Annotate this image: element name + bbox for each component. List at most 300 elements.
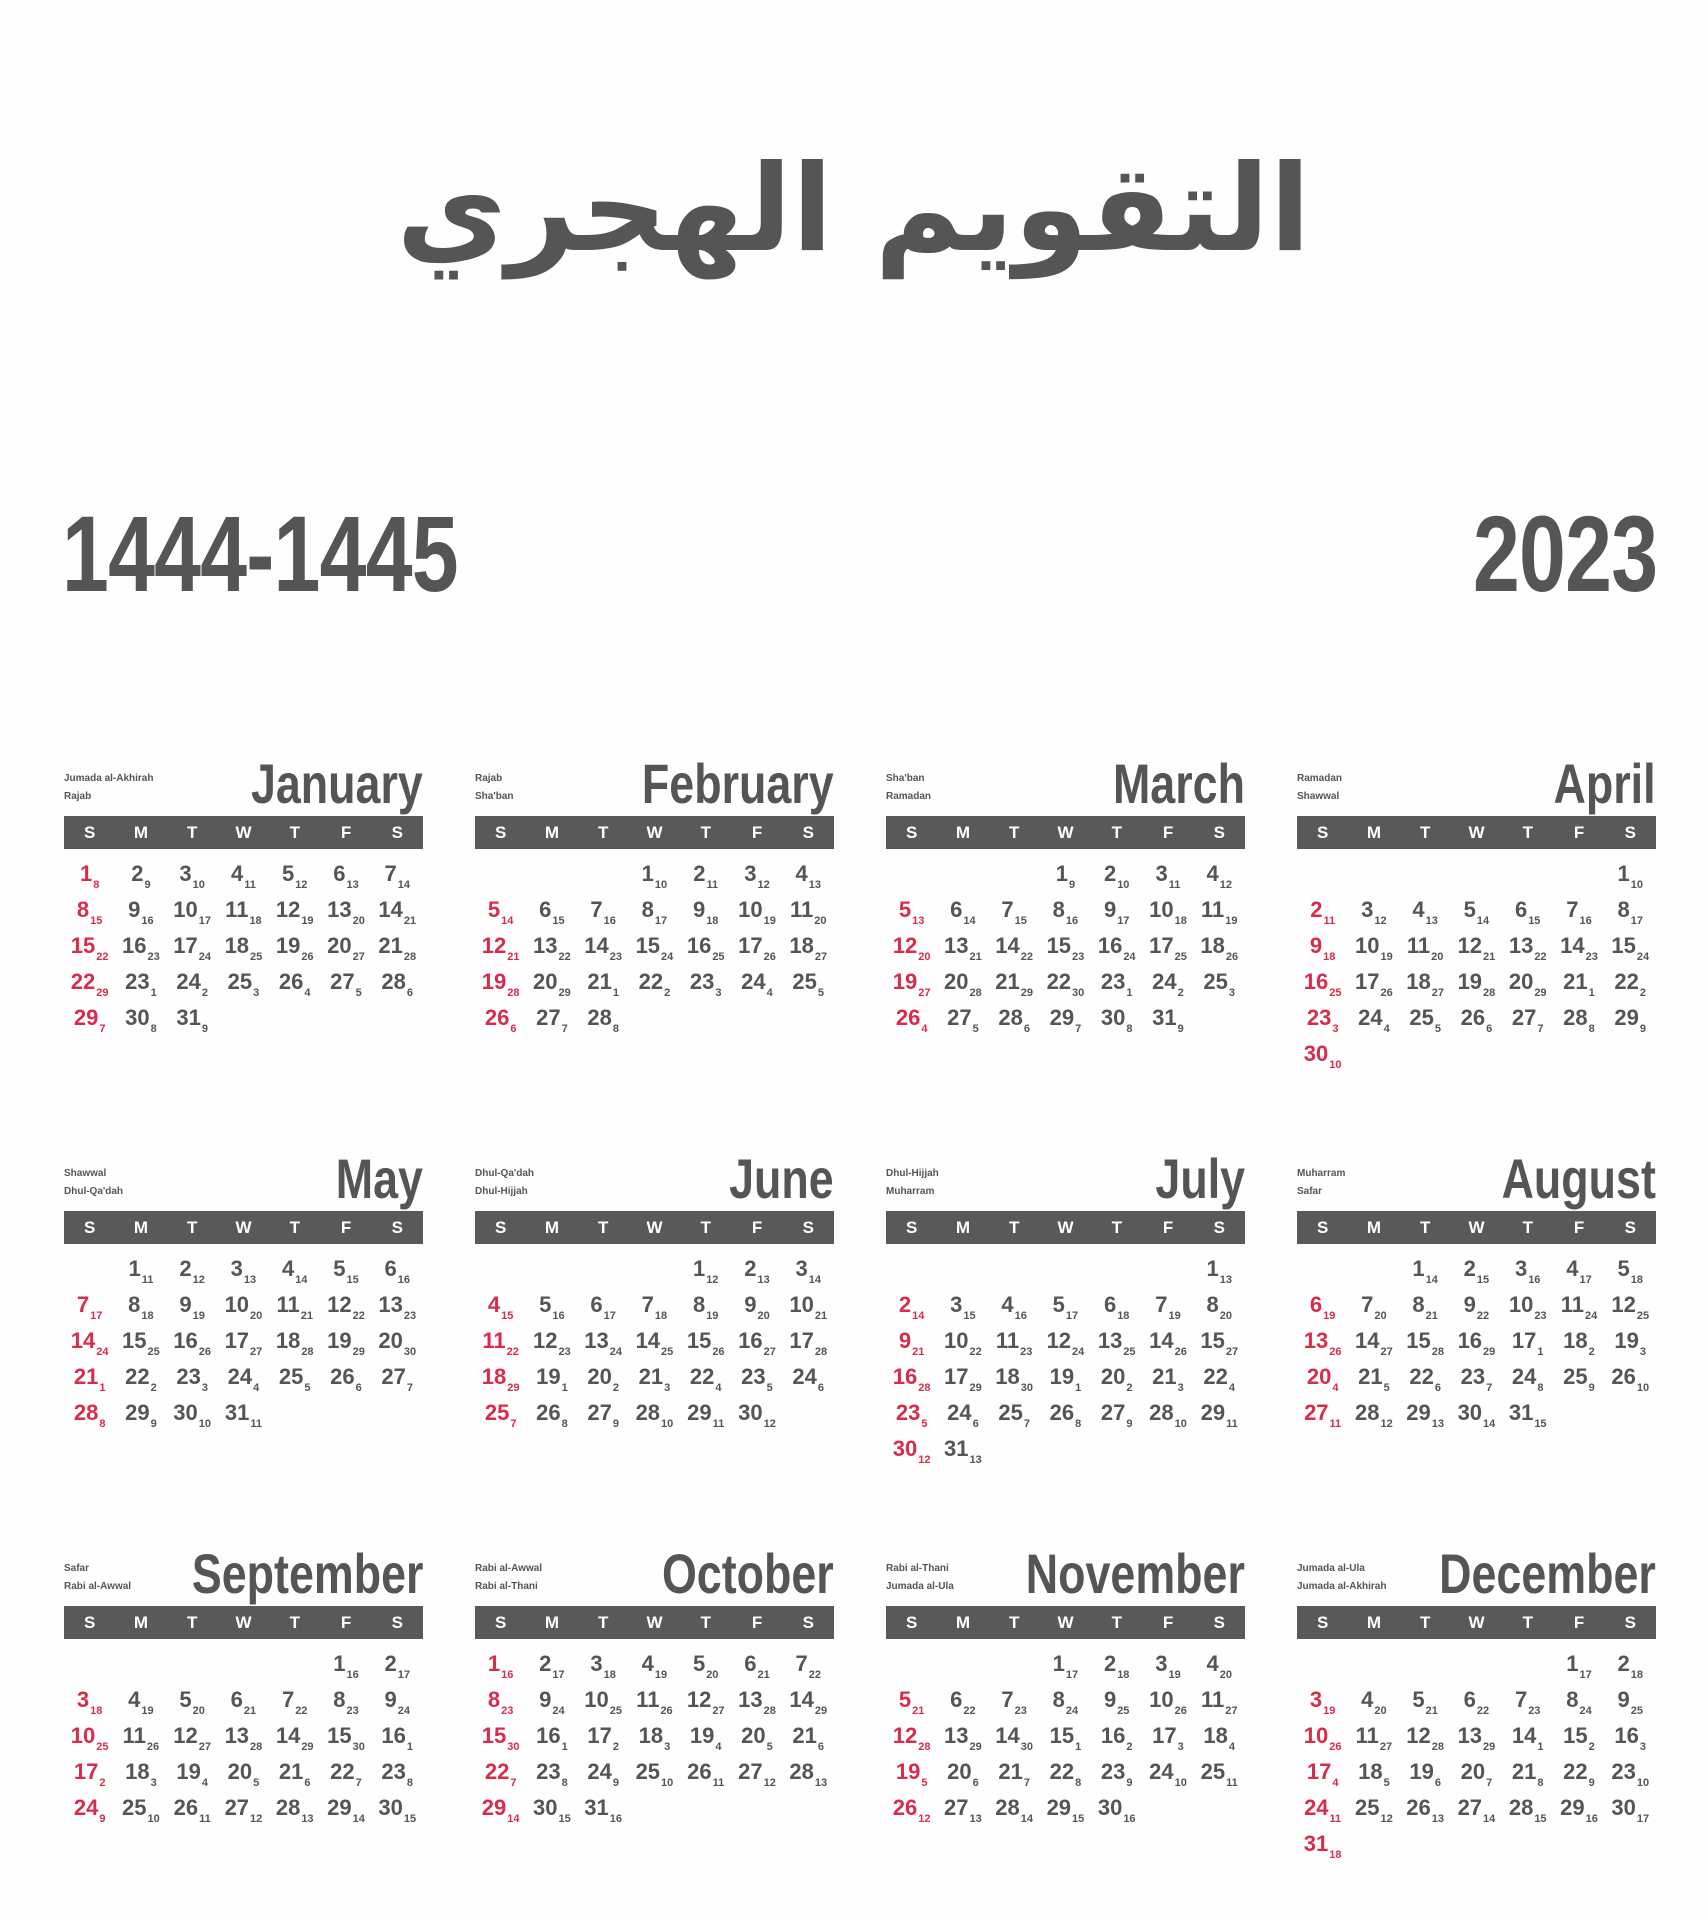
- gregorian-day: 11: [225, 897, 249, 922]
- hijri-day: 2: [1177, 987, 1184, 999]
- day-cell: [372, 896, 423, 932]
- day-cell: [1451, 968, 1502, 1004]
- calendar-title-arabic: التقويم الهجري: [396, 140, 1311, 279]
- gregorian-day: 8: [333, 1687, 346, 1712]
- day-cell: [886, 1435, 937, 1471]
- gregorian-day: 23: [536, 1759, 561, 1784]
- day-cell: [475, 1794, 526, 1830]
- day-cell: [475, 1004, 526, 1040]
- hijri-month-name: Ramadan: [1297, 773, 1343, 784]
- day-cell: [1040, 1291, 1091, 1327]
- gregorian-day: 14: [1560, 933, 1585, 958]
- gregorian-day: 19: [275, 933, 301, 958]
- day-cell: [1142, 1686, 1193, 1722]
- gregorian-day: 19: [1409, 1759, 1434, 1784]
- weekday-label: W: [235, 1218, 252, 1237]
- hijri-day: 20: [250, 1310, 263, 1322]
- hijri-day: 5: [972, 1023, 979, 1035]
- hijri-day: 22: [96, 951, 109, 963]
- week-row: [475, 1722, 834, 1758]
- day-cell: [1142, 932, 1193, 968]
- day-cell: [1142, 1722, 1193, 1758]
- gregorian-day: 18: [1406, 969, 1431, 994]
- hijri-day: 8: [1126, 1023, 1133, 1035]
- hijri-day: 23: [1585, 951, 1598, 963]
- hijri-day: 29: [558, 987, 571, 999]
- gregorian-day: 25: [1563, 1364, 1588, 1389]
- day-cell: [680, 1327, 731, 1363]
- week-row: [64, 896, 423, 932]
- hijri-month-name: Muharram: [886, 1186, 935, 1197]
- gregorian-day: 20: [587, 1364, 612, 1389]
- hijri-day: 2: [150, 1382, 157, 1394]
- gregorian-day: 16: [173, 1328, 198, 1353]
- day-cell: [1348, 1040, 1399, 1076]
- hijri-day: 1: [150, 987, 157, 999]
- weekday-label: T: [598, 1613, 609, 1632]
- day-cell: [1091, 1004, 1142, 1040]
- hijri-day: 14: [352, 1813, 365, 1825]
- gregorian-day: 10: [1303, 1723, 1329, 1748]
- gregorian-day: 19: [892, 969, 918, 994]
- hijri-day: 1: [561, 1741, 568, 1753]
- gregorian-day: 12: [481, 933, 507, 958]
- weekday-label: S: [1624, 823, 1636, 842]
- hijri-day: 13: [912, 915, 925, 927]
- day-cell: [886, 1291, 937, 1327]
- hijri-day: 27: [712, 1705, 725, 1717]
- hijri-day: 20: [1431, 951, 1444, 963]
- day-cell: [1297, 1040, 1348, 1076]
- hijri-day: 10: [654, 879, 668, 891]
- day-grid: [1297, 1255, 1656, 1435]
- gregorian-day: 26: [278, 969, 304, 994]
- month-name: December: [1439, 1542, 1656, 1605]
- hijri-day: 14: [808, 1274, 821, 1286]
- day-cell: [886, 1722, 937, 1758]
- gregorian-day: 19: [481, 969, 507, 994]
- day-cell: [1040, 1399, 1091, 1435]
- hijri-day: 11: [1329, 1813, 1342, 1825]
- gregorian-day: 9: [128, 897, 141, 922]
- hijri-day: 19: [654, 1669, 668, 1681]
- hijri-month-name: Shawwal: [1297, 791, 1340, 802]
- day-cell: [218, 1650, 269, 1686]
- hijri-day: 2: [201, 987, 208, 999]
- gregorian-day: 23: [741, 1364, 766, 1389]
- gregorian-day: 7: [1361, 1292, 1374, 1317]
- hijri-day: 10: [661, 1418, 674, 1430]
- day-cell: [1194, 1004, 1245, 1040]
- hijri-day: 1: [99, 1382, 106, 1394]
- gregorian-day: 17: [1306, 1759, 1332, 1784]
- hijri-day: 27: [250, 1346, 263, 1358]
- hijri-day: 2: [1126, 1741, 1133, 1753]
- gregorian-day: 6: [950, 897, 963, 922]
- day-cell: [526, 1291, 577, 1327]
- weekday-label: S: [1316, 1613, 1329, 1632]
- day-cell: [886, 1650, 937, 1686]
- gregorian-day: 23: [689, 969, 715, 994]
- gregorian-day: 31: [224, 1400, 250, 1425]
- gregorian-day: 16: [686, 933, 712, 958]
- day-cell: [1040, 968, 1091, 1004]
- day-cell: [1348, 1830, 1399, 1866]
- hijri-day: 18: [603, 1669, 616, 1681]
- day-cell: [1502, 1830, 1553, 1866]
- gregorian-day: 1: [1206, 1256, 1219, 1281]
- gregorian-day: 12: [892, 1723, 918, 1748]
- day-cell: [783, 1004, 834, 1040]
- day-cell: [578, 1650, 629, 1686]
- hijri-month-name: Dhul-Qa'dah: [475, 1168, 535, 1179]
- gregorian-day: 27: [536, 1005, 561, 1030]
- hijri-month-name: Rajab: [64, 791, 92, 802]
- day-cell: [1297, 1722, 1348, 1758]
- day-cell: [526, 860, 577, 896]
- day-cell: [937, 1327, 988, 1363]
- gregorian-day: 23: [1100, 1759, 1126, 1784]
- hijri-day: 15: [1072, 1813, 1085, 1825]
- gregorian-day: 8: [641, 897, 654, 922]
- hijri-day: 17: [1579, 1274, 1592, 1286]
- weekday-label: S: [83, 1218, 96, 1237]
- weekday-label: T: [1522, 823, 1533, 842]
- hijri-day: 9: [1126, 1418, 1133, 1430]
- week-row: [475, 1758, 834, 1794]
- day-cell: [783, 1327, 834, 1363]
- gregorian-day: 18: [1358, 1759, 1383, 1784]
- hijri-day: 4: [1228, 1382, 1236, 1394]
- week-row: [886, 1327, 1245, 1363]
- day-cell: [886, 896, 937, 932]
- hijri-day: 9: [201, 1023, 208, 1035]
- day-cell: [1502, 1399, 1553, 1435]
- gregorian-day: 4: [487, 1292, 501, 1317]
- day-cell: [731, 1363, 782, 1399]
- day-cell: [1605, 1399, 1656, 1435]
- hijri-day: 10: [1630, 879, 1643, 891]
- week-row: [886, 1650, 1245, 1686]
- hijri-day: 27: [763, 1346, 776, 1358]
- hijri-day: 10: [1174, 1418, 1187, 1430]
- day-cell: [578, 932, 629, 968]
- day-cell: [1400, 968, 1451, 1004]
- hijri-day: 24: [661, 951, 674, 963]
- hijri-day: 24: [1072, 1346, 1085, 1358]
- gregorian-day: 13: [1097, 1328, 1123, 1353]
- gregorian-day: 10: [224, 1292, 250, 1317]
- gregorian-day: 5: [487, 897, 501, 922]
- week-row: [1297, 1327, 1656, 1363]
- gregorian-day: 24: [947, 1400, 972, 1425]
- gregorian-day: 16: [1097, 933, 1123, 958]
- week-row: [1297, 968, 1656, 1004]
- weekday-label: S: [391, 1613, 403, 1632]
- gregorian-day: 13: [327, 897, 352, 922]
- day-cell: [1040, 1004, 1091, 1040]
- day-cell: [1400, 860, 1451, 896]
- day-cell: [526, 1650, 577, 1686]
- day-cell: [886, 1399, 937, 1435]
- day-cell: [1194, 1327, 1245, 1363]
- gregorian-day: 21: [638, 1364, 664, 1389]
- hijri-day: 21: [403, 915, 417, 927]
- day-cell: [320, 1399, 371, 1435]
- weekday-label: T: [700, 1613, 711, 1632]
- hijri-day: 8: [612, 1023, 619, 1035]
- weekday-label: S: [1213, 1613, 1225, 1632]
- hijri-day: 3: [1177, 1382, 1184, 1394]
- gregorian-day: 6: [384, 1256, 397, 1281]
- hijri-day: 29: [814, 1705, 828, 1717]
- hijri-day: 24: [552, 1705, 565, 1717]
- hijri-day: 5: [921, 1777, 928, 1789]
- day-cell: [1297, 1686, 1348, 1722]
- day-grid: [64, 1255, 423, 1435]
- gregorian-day: 10: [70, 1723, 96, 1748]
- gregorian-day: 2: [693, 861, 706, 886]
- hijri-day: 12: [1380, 1813, 1393, 1825]
- hijri-day: 26: [1380, 987, 1393, 999]
- gregorian-day: 18: [125, 1759, 150, 1784]
- gregorian-day: 19: [689, 1723, 715, 1748]
- gregorian-day: 27: [944, 1795, 969, 1820]
- weekday-label: T: [1111, 823, 1122, 842]
- hijri-day: 20: [918, 951, 931, 963]
- hijri-day: 13: [969, 1454, 982, 1466]
- hijri-day: 2: [99, 1777, 106, 1789]
- weekday-label: W: [1057, 1218, 1074, 1237]
- gregorian-day: 30: [1100, 1005, 1126, 1030]
- hijri-day: 16: [141, 915, 154, 927]
- hijri-day: 4: [1228, 1741, 1236, 1753]
- gregorian-day: 6: [1514, 897, 1528, 922]
- day-cell: [1142, 1794, 1193, 1830]
- day-cell: [167, 1650, 218, 1686]
- week-row: [475, 896, 834, 932]
- hijri-month-names: [475, 1165, 645, 1201]
- day-cell: [64, 932, 115, 968]
- gregorian-day: 12: [327, 1292, 352, 1317]
- day-cell: [937, 1722, 988, 1758]
- hijri-day: 1: [1537, 1346, 1544, 1358]
- gregorian-day: 13: [378, 1292, 403, 1317]
- gregorian-day: 18: [789, 933, 814, 958]
- day-cell: [1605, 1291, 1656, 1327]
- day-cell: [1091, 1686, 1142, 1722]
- month-may: [64, 1147, 423, 1467]
- gregorian-day: 26: [484, 1005, 510, 1030]
- gregorian-day: 30: [378, 1795, 403, 1820]
- gregorian-day: 26: [1460, 1005, 1486, 1030]
- day-cell: [1502, 860, 1553, 896]
- hijri-day: 3: [1639, 1741, 1647, 1753]
- hijri-month-name: Muharram: [1297, 1168, 1346, 1179]
- gregorian-day: 29: [73, 1005, 99, 1030]
- week-row: [64, 1686, 423, 1722]
- day-cell: [731, 1650, 782, 1686]
- week-row: [886, 1291, 1245, 1327]
- gregorian-day: 20: [327, 933, 352, 958]
- weekday-label: M: [544, 1218, 559, 1237]
- day-cell: [578, 1686, 629, 1722]
- hijri-day: 23: [1014, 1705, 1027, 1717]
- hijri-day: 13: [808, 879, 821, 891]
- hijri-day: 15: [403, 1813, 417, 1825]
- week-row: [64, 1004, 423, 1040]
- day-cell: [167, 1758, 218, 1794]
- week-row: [1297, 896, 1656, 932]
- hijri-day: 16: [1528, 1274, 1541, 1286]
- day-cell: [1553, 1327, 1604, 1363]
- gregorian-day: 28: [73, 1400, 99, 1425]
- weekday-label: F: [1573, 823, 1585, 842]
- day-cell: [269, 1399, 320, 1435]
- weekday-label: S: [1213, 823, 1225, 842]
- day-cell: [629, 1686, 680, 1722]
- gregorian-day: 26: [892, 1795, 918, 1820]
- gregorian-day: 21: [995, 969, 1020, 994]
- gregorian-day: 3: [950, 1292, 963, 1317]
- gregorian-day: 10: [173, 897, 198, 922]
- day-cell: [578, 1255, 629, 1291]
- gregorian-day: 2: [1103, 861, 1117, 886]
- week-row: [475, 1794, 834, 1830]
- gregorian-day: 22: [638, 969, 664, 994]
- gregorian-day: 31: [584, 1795, 609, 1820]
- day-cell: [320, 896, 371, 932]
- week-row: [886, 1758, 1245, 1794]
- gregorian-day: 4: [1361, 1687, 1374, 1712]
- hijri-day: 13: [301, 1813, 314, 1825]
- hijri-day: 16: [603, 915, 616, 927]
- hijri-day: 7: [1023, 1418, 1030, 1430]
- day-cell: [989, 1650, 1040, 1686]
- hijri-day: 28: [763, 1705, 776, 1717]
- hijri-day: 10: [1117, 879, 1130, 891]
- hijri-day: 21: [507, 951, 520, 963]
- gregorian-day: 30: [1097, 1795, 1123, 1820]
- gregorian-day: 26: [536, 1400, 561, 1425]
- hijri-day: 11: [244, 879, 256, 891]
- hijri-day: 8: [1537, 1777, 1544, 1789]
- week-row: [475, 1291, 834, 1327]
- hijri-day: 25: [1123, 1346, 1136, 1358]
- hijri-day: 8: [561, 1418, 568, 1430]
- day-cell: [1297, 1004, 1348, 1040]
- hijri-day: 6: [1023, 1023, 1030, 1035]
- gregorian-day: 20: [741, 1723, 766, 1748]
- gregorian-day: 24: [587, 1759, 612, 1784]
- day-cell: [1091, 1758, 1142, 1794]
- hijri-day: 3: [1177, 1741, 1184, 1753]
- hijri-month-names: [886, 770, 1056, 806]
- gregorian-day: 13: [944, 933, 969, 958]
- gregorian-day: 1: [1617, 861, 1630, 886]
- day-cell: [1605, 1722, 1656, 1758]
- gregorian-day: 13: [1457, 1723, 1483, 1748]
- hijri-day: 7: [561, 1023, 568, 1035]
- month-december: [1297, 1542, 1656, 1862]
- month-june: [475, 1147, 834, 1467]
- day-cell: [64, 1255, 115, 1291]
- day-cell: [64, 1291, 115, 1327]
- day-cell: [1553, 1004, 1604, 1040]
- gregorian-day: 25: [1200, 1759, 1226, 1784]
- hijri-day: 18: [1117, 1310, 1130, 1322]
- gregorian-day: 21: [587, 969, 612, 994]
- day-cell: [989, 1255, 1040, 1291]
- month-january: [64, 752, 423, 1072]
- day-cell: [1553, 1830, 1604, 1866]
- day-cell: [1605, 1650, 1656, 1686]
- hijri-day: 25: [250, 951, 263, 963]
- day-cell: [167, 1004, 218, 1040]
- gregorian-day: 27: [381, 1364, 406, 1389]
- hijri-day: 23: [501, 1705, 514, 1717]
- hijri-month-name: Jumada al-Akhirah: [64, 773, 154, 784]
- hijri-day: 29: [507, 1382, 520, 1394]
- hijri-day: 19: [763, 915, 776, 927]
- day-cell: [1451, 1650, 1502, 1686]
- hijri-day: 4: [1332, 1777, 1339, 1789]
- day-cell: [1040, 1794, 1091, 1830]
- gregorian-day: 14: [789, 1687, 814, 1712]
- gregorian-day: 1: [79, 861, 93, 886]
- gregorian-day: 25: [122, 1795, 147, 1820]
- gregorian-day: 2: [539, 1651, 552, 1676]
- day-cell: [731, 1291, 782, 1327]
- day-cell: [1040, 860, 1091, 896]
- weekday-label: T: [1009, 823, 1020, 842]
- day-cell: [1142, 1327, 1193, 1363]
- day-cell: [269, 932, 320, 968]
- gregorian-day: 29: [1049, 1005, 1075, 1030]
- hijri-day: 14: [397, 879, 410, 891]
- day-cell: [1553, 1363, 1604, 1399]
- gregorian-day: 21: [73, 1364, 99, 1389]
- hijri-day: 1: [1588, 987, 1595, 999]
- gregorian-day: 3: [179, 861, 192, 886]
- hijri-day: 17: [1117, 915, 1130, 927]
- week-row: [886, 1004, 1245, 1040]
- gregorian-day: 10: [584, 1687, 609, 1712]
- gregorian-day: 18: [1200, 933, 1225, 958]
- hijri-day: 29: [1483, 1346, 1496, 1358]
- gregorian-day: 29: [1614, 1005, 1639, 1030]
- hijri-month-name: Sha'ban: [475, 791, 514, 802]
- hijri-day: 18: [1630, 1669, 1643, 1681]
- hijri-day: 3: [715, 987, 722, 999]
- hijri-day: 8: [1075, 1418, 1082, 1430]
- hijri-day: 2: [1588, 1346, 1595, 1358]
- gregorian-day: 26: [330, 1364, 355, 1389]
- hijri-month-name: Rabi al-Thani: [475, 1581, 538, 1592]
- gregorian-day: 15: [635, 933, 661, 958]
- gregorian-day: 25: [792, 969, 817, 994]
- weekday-label: W: [1468, 823, 1485, 842]
- day-cell: [629, 896, 680, 932]
- gregorian-day: 1: [487, 1651, 501, 1676]
- day-cell: [937, 1255, 988, 1291]
- day-cell: [937, 896, 988, 932]
- hijri-day: 23: [609, 951, 623, 963]
- hijri-day: 3: [664, 1741, 671, 1753]
- week-row: [64, 1363, 423, 1399]
- weekday-label: S: [83, 823, 96, 842]
- day-cell: [680, 1758, 731, 1794]
